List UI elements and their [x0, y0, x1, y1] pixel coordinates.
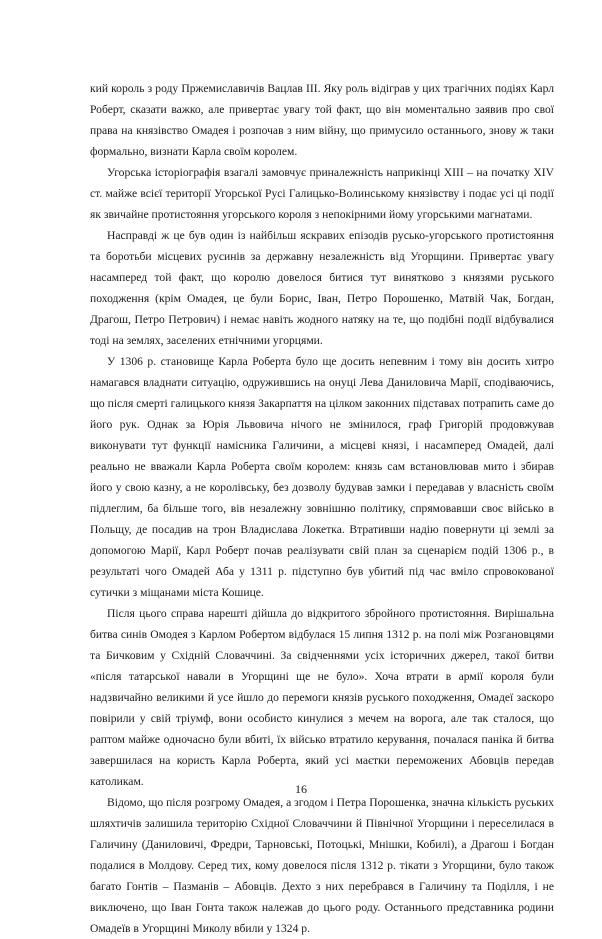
paragraph: Відомо, що після розгрому Омадея, а згодом і Петра Порошенка, значна кількість руських шляхтичів залишила територію Східної Словаччини й Північної Угорщини і переселилася в Галичину (Даниловичі, Фредри, Тарновські, Потоцькі, Мнішки, Кобилі), а Драгош і Богдан подалися в Молдову. Серед тих, кому довелося після 1312 р. тікати з Угорщини, було також багато Гонтів – Пазманів – Абовців. Дехто з них перебрався в Галичину та Поділля, і не виключено, що Іван Гонта також належав до цього роду. Останнього представника родини Омадеїв в Угорщині Миколу вбили у 1324 р.: [90, 796, 554, 935]
paragraph: У 1306 р. становище Карла Роберта було ще досить непевним і тому він досить хитро намагався владнати ситуацію, одружившись на онуці Лева Даниловича Марії, сподіваючись, що після смерті галицького князя Закарпаття на цілком законних підставах потрапить саме до його рук. Однак за Юрія Львовича нічого не змінилося, граф Григорій продовжував виконувати тут функції намісника Галичини, а місцеві князі, і насамперед Омадей, далі реально не вважали Карла Роберта своїм королем: князь сам встановлював мито і збирав його у свою казну, а не королівську, без дозволу будував замки і передавав у власність своїм підлеглим, ба більше того, вів незалежну зовнішню політику, спрямовавши своє військо в Польщу, де посадив на трон Владислава Локетка. Втративши надію повернути ці землі за допомогою Марії, Карл Роберт почав реалізувати свій план за сценарієм подій 1306 р., в результаті чого Омадей Аба у 1311 р. підступно був убитий під час вміло спровокованої сутички з міщанами міста Кошице.: [90, 355, 554, 599]
page-number: 16: [295, 782, 307, 796]
body-text: [90, 78, 554, 939]
paragraph: Насправді ж це був один із найбільш яскравих епізодів русько-угорського протистояння та боротьби місцевих русинів за державну незалежність від Угорщини. Привертає увагу насамперед той факт, що королю довелося битися тут винятково з князями руського походження (крім Омадея, це були Борис, Іван, Петро Порошенко, Матвій Чак, Богдан, Драгош, Петро Петрович) і немає навіть жодного натяку на те, що подібні події відбувалися тоді на землях, заселених етнічними угорцями.: [90, 229, 554, 347]
paragraph: Угорська історіографія взагалі замовчує приналежність наприкінці XIII – на початку XIV ст. майже всієї території Угорської Русі Галицько-Волинському князівству і подає усі ці події як звичайне протистояння угорського короля з непокірними йому угорськими магнатами.: [90, 166, 554, 221]
paragraph-continued: кий король з роду Пржемиславичів Вацлав III. Яку роль відіграв у цих трагічних подіях Карл Роберт, сказати важко, але привертає увагу той факт, що він моментально заявив про свої права на князівство Омадея і розпочав з ним війну, що примусило останнього, знову ж таки формально, визнати Карла своїм королем.: [90, 82, 554, 158]
paragraph: Після цього справа нарешті дійшла до відкритого збройного протистояння. Вирішальна битва синів Омодея з Карлом Робертом відбулася 15 липня 1312 р. на полі між Розгановцями та Бичковим у Східній Словаччині. За свідченнями усіх історичних джерел, такої битви «після татарської навали в Угорщині ще не було». Хоча втрати в армії короля були надзвичайно великими й усе йшло до перемоги князів руського походження, Омадеї заскоро повірили у свій тріумф, вони особисто кинулися з мечем на ворога, але так сталося, що раптом майже одночасно були вбиті, їх військо втратило керування, почалася паніка й битва завершилася на користь Карла Роберта, який усі маєтки переможених Абовців передав католикам.: [90, 607, 554, 788]
